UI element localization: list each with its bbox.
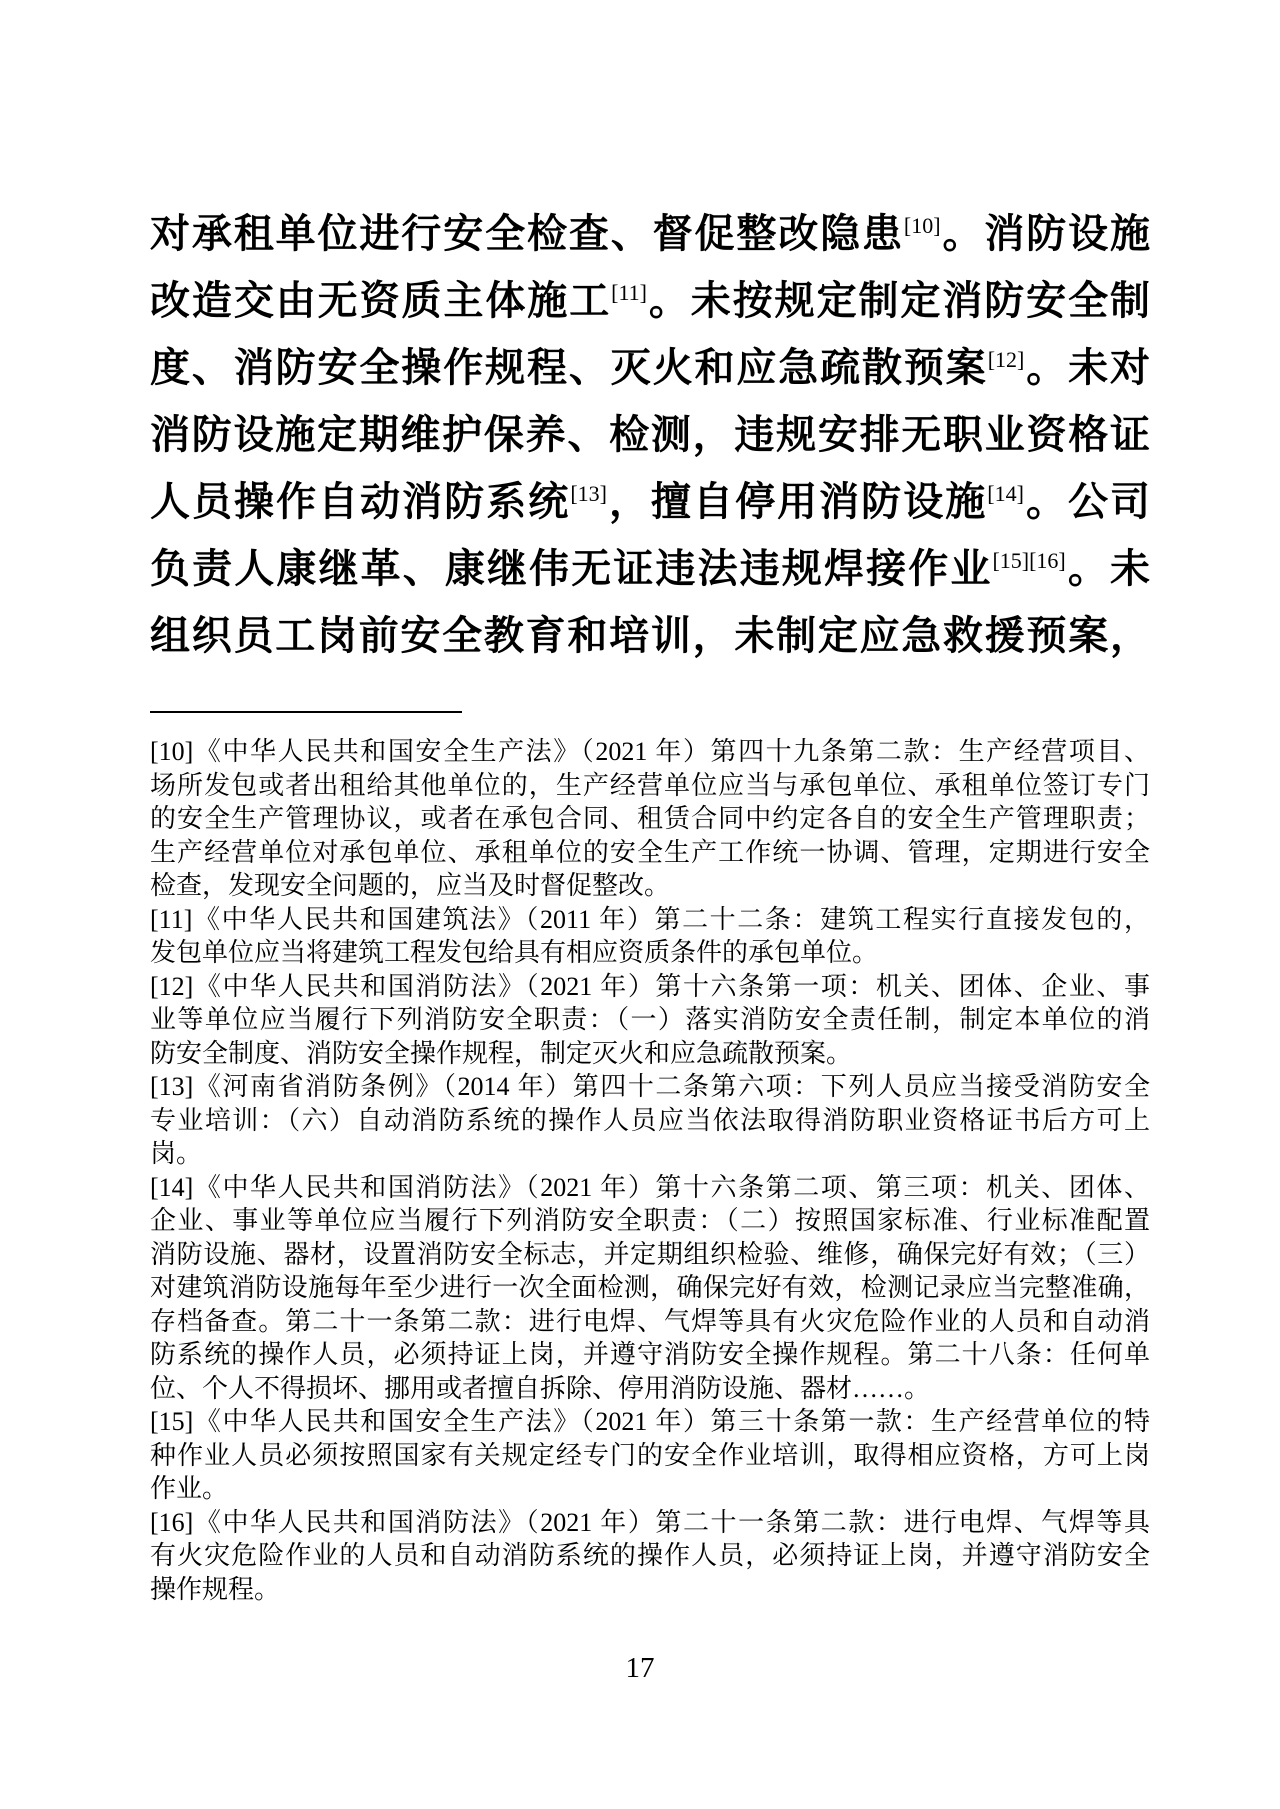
body-line: 消防设施定期维护保养、检测，违规安排无职业资格证: [150, 412, 1150, 457]
body-line: 对承租单位进行安全检查、督促整改隐患[10]。消防设施: [150, 211, 1151, 256]
footnote-line: 存档备查。第二十一条第二款：进行电焊、气焊等具有火灾危险作业的人员和自动消: [150, 1306, 1150, 1336]
footnote-line: 生产经营单位对承包单位、承租单位的安全生产工作统一协调、管理，定期进行安全: [150, 837, 1150, 867]
footnote-reference: [15][16]: [992, 548, 1066, 573]
body-text: [150, 200, 1150, 669]
footnote-line: [12]《中华人民共和国消防法》（2021 年）第十六条第一项：机关、团体、企业、事: [150, 971, 1150, 1001]
page-number: 17: [625, 1652, 655, 1684]
footnote-line: [14]《中华人民共和国消防法》（2021 年）第十六条第二项、第三项：机关、团体、: [150, 1172, 1150, 1202]
footnote-reference: [14]: [987, 481, 1024, 506]
footnote-line: 种作业人员必须按照国家有关规定经专门的安全作业培训，取得相应资格，方可上岗: [150, 1440, 1150, 1470]
footnote-line: 有火灾危险作业的人员和自动消防系统的操作人员，必须持证上岗，并遵守消防安全: [150, 1541, 1150, 1570]
footnote-line: 消防设施、器材，设置消防安全标志，并定期组织检验、维修，确保完好有效；（三）: [150, 1239, 1150, 1269]
footnotes-section: [150, 735, 1150, 1606]
page-content: [150, 200, 1150, 1606]
footnote-reference: [12]: [987, 347, 1025, 372]
footnote-line: 操作规程。: [150, 1574, 281, 1604]
footnote-line: [16]《中华人民共和国消防法》（2021 年）第二十一条第二款：进行电焊、气焊等具: [150, 1507, 1150, 1537]
body-line: 改造交由无资质主体施工[11]。未按规定制定消防安全制: [150, 278, 1151, 323]
footnote-line: [15]《中华人民共和国安全生产法》（2021 年）第三十条第一款：生产经营单位的特: [150, 1407, 1150, 1436]
footnote-line: 的安全生产管理协议，或者在承包合同、租赁合同中约定各自的安全生产管理职责；: [150, 804, 1150, 833]
body-line: 组织员工岗前安全教育和培训，未制定应急救援预案，: [150, 613, 1150, 658]
footnote-line: 岗。: [150, 1139, 203, 1168]
footnote-line: 防安全制度、消防安全操作规程，制定灭火和应急疏散预案。: [150, 1038, 853, 1068]
footnote-reference: [10]: [903, 213, 941, 238]
body-line: 度、消防安全操作规程、灭火和应急疏散预案[12]。未对: [150, 345, 1151, 390]
footnote-line: [13]《河南省消防条例》（2014 年）第四十二条第六项：下列人员应当接受消防安全: [150, 1072, 1150, 1101]
body-line: 负责人康继革、康继伟无证违法违规焊接作业[15][16]。未: [150, 546, 1151, 591]
footnote-line: 业等单位应当履行下列消防安全职责：（一）落实消防安全责任制，制定本单位的消: [150, 1005, 1150, 1034]
footnote-line: 场所发包或者出租给其他单位的，生产经营单位应当与承包单位、承租单位签订专门: [150, 770, 1150, 800]
footnote-line: 位、个人不得损坏、挪用或者擅自拆除、停用消防设施、器材……。: [150, 1373, 931, 1403]
footnote-line: 对建筑消防设施每年至少进行一次全面检测，确保完好有效，检测记录应当完整准确，: [150, 1273, 1150, 1302]
footnote-line: 专业培训：（六）自动消防系统的操作人员应当依法取得消防职业资格证书后方可上: [150, 1105, 1150, 1135]
footnote-line: [11]《中华人民共和国建筑法》（2011 年）第二十二条：建筑工程实行直接发包的，: [150, 904, 1150, 934]
footnote-reference: [11]: [611, 280, 647, 305]
footnote-line: 检查，发现安全问题的，应当及时督促整改。: [150, 871, 671, 900]
footnote-line: 作业。: [150, 1474, 229, 1503]
footnote-line: 企业、事业等单位应当履行下列消防安全职责：（二）按照国家标准、行业标准配置: [150, 1206, 1150, 1235]
body-line: 人员操作自动消防系统[13]，擅自停用消防设施[14]。公司: [150, 479, 1151, 524]
footnote-line: [10]《中华人民共和国安全生产法》（2021 年）第四十九条第二款：生产经营项目、: [150, 737, 1150, 766]
footnote-reference: [13]: [570, 481, 607, 506]
footnote-line: 发包单位应当将建筑工程发包给具有相应资质条件的承包单位。: [150, 938, 879, 967]
footnote-separator: [150, 711, 462, 713]
footnote-line: 防系统的操作人员，必须持证上岗，并遵守消防安全操作规程。第二十八条：任何单: [150, 1340, 1150, 1369]
